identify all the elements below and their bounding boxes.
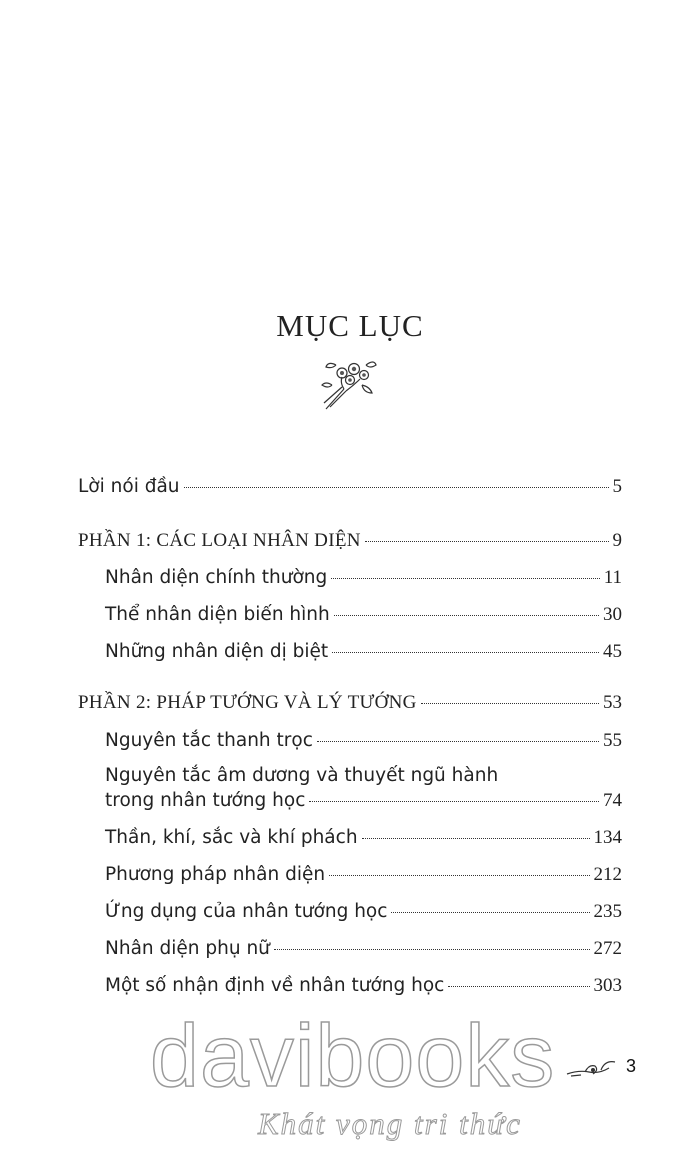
toc-entry[interactable] (105, 641, 622, 663)
toc-entry[interactable] (105, 567, 622, 589)
toc-entry[interactable] (105, 938, 622, 960)
toc-entry-page: 9 (612, 530, 622, 551)
dot-leader (332, 652, 599, 653)
toc-entry[interactable] (105, 604, 622, 626)
dot-leader (421, 703, 599, 704)
toc-entry-preface[interactable] (78, 476, 622, 498)
toc-entry-page: 74 (603, 790, 622, 811)
toc-entry-part-2[interactable] (78, 692, 622, 714)
dot-leader (448, 986, 589, 987)
watermark-brand: davibooks (150, 1006, 556, 1105)
toc-entry-label: Những nhân diện dị biệt (105, 641, 329, 662)
toc-entry[interactable] (105, 864, 622, 886)
toc-entry-page: 272 (593, 938, 622, 959)
toc-entry-label: trong nhân tướng học (105, 790, 306, 811)
toc-entry-page: 303 (593, 975, 622, 996)
toc-entry-label: Một số nhận định về nhân tướng học (105, 975, 445, 996)
toc-entry-page: 55 (603, 730, 622, 751)
dot-leader (329, 875, 589, 876)
dot-leader (331, 578, 599, 579)
page-corner-decoration-icon (565, 1056, 623, 1080)
toc-entry-page: 5 (612, 476, 622, 497)
toc-title: MỤC LỤC (276, 308, 424, 343)
dot-leader (391, 912, 589, 913)
toc-entry-label: Ứng dụng của nhân tướng học (105, 901, 388, 922)
toc-entry[interactable] (105, 975, 622, 997)
toc-entry-label: Nguyên tắc thanh trọc (105, 730, 313, 751)
toc-entry-page: 235 (593, 901, 622, 922)
watermark-tagline: Khát vọng tri thức (258, 1106, 522, 1141)
toc-entry-label: PHẦN 2: PHÁP TƯỚNG VÀ LÝ TƯỚNG (78, 692, 417, 713)
toc-entry-page: 30 (603, 604, 622, 625)
toc-entry[interactable] (105, 730, 622, 752)
dot-leader (309, 801, 599, 802)
toc-entry-label: Thể nhân diện biến hình (105, 604, 330, 625)
toc-entry-label: Nhân diện phụ nữ (105, 938, 270, 959)
toc-entry-label: Nhân diện chính thường (105, 567, 328, 588)
page-number: 3 (626, 1056, 637, 1076)
flower-ornament-icon (318, 355, 382, 411)
toc-entry[interactable] (105, 901, 622, 923)
dot-leader (365, 541, 609, 542)
toc-entry-page: 212 (593, 864, 622, 885)
toc-entry[interactable] (105, 827, 622, 849)
toc-entry-page: 53 (603, 692, 622, 713)
toc-entry-page: 11 (603, 567, 622, 588)
toc-entry-label: Lời nói đầu (78, 476, 180, 497)
dot-leader (362, 838, 590, 839)
toc-entry-page: 45 (603, 641, 622, 662)
toc-entry-page: 134 (593, 827, 622, 848)
dot-leader (317, 741, 599, 742)
toc-entry-label-line1: Nguyên tắc âm dương và thuyết ngũ hành (105, 765, 499, 786)
dot-leader (274, 949, 590, 950)
toc-entry-label: Thần, khí, sắc và khí phách (105, 827, 358, 848)
toc-entry-part-1[interactable] (78, 530, 622, 552)
toc-entry-label: Phương pháp nhân diện (105, 864, 326, 885)
toc-entry[interactable] (105, 790, 622, 812)
dot-leader (184, 487, 609, 488)
dot-leader (334, 615, 599, 616)
toc-entry-label: PHẦN 1: CÁC LOẠI NHÂN DIỆN (78, 530, 361, 551)
